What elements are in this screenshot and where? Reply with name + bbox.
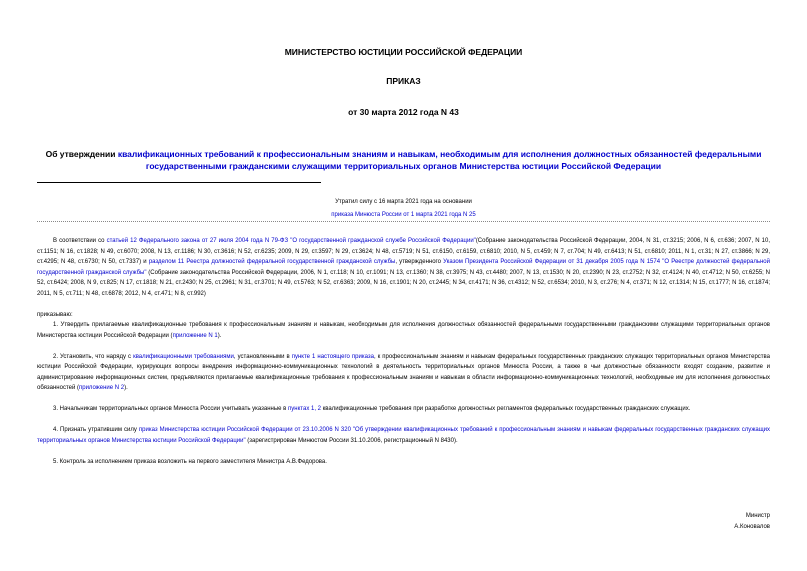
item-1-end: ). (217, 332, 222, 339)
preamble-text-4: (Собрание законодательства Российской Федерации, 2006, N 1, ст.118; N 10, ст.1091; N 13, ст.1360; N 38, ст.3975; N 43, ст.4480; 2007, N 13, ст.1530; N 20, ст.2390; N 23, ст.2752; N 32, ст.4124; N 40, ст.4712; N 50, ст.6255; N 52, ст.6424; 2008, N 9, ст.825; N 17, ст.1818; N 21, ст.2430; N 25, ст.2961; N 31, ст.3701; N 49, ст.5763; N 52, ст.6363; 2009, N 16, ст.1901; N 20, ст.2445; N 34, ст.4171; N 36, ст.4312; N 52, ст.6534; 2010, N 3, ст.276; N 4, ст.371; N 12, ст.1314; N 15, ст.1777; N 16, ст.1874; 2011, N 5, ст.711; N 48, ст.6878; 2012, N 4, ст.471; N 8, ст.992) (37, 269, 770, 297)
preamble-text-1: В соответствии со (53, 238, 107, 244)
item-5: 5. Контроль за исполнением приказа возложить на первого заместителя Министра А.В.Федорова. (53, 458, 327, 465)
order-word: приказываю: (37, 311, 73, 318)
item-2 (37, 352, 770, 394)
preamble-paragraph (37, 236, 770, 299)
document-type-heading: ПРИКАЗ (386, 76, 421, 86)
item-2-end: ). (124, 385, 128, 391)
item-2-text-1: 2. Установить, что наряду с (53, 353, 134, 360)
item-3-text-1: 3. Начальникам территориальных органов Минюста России учитывать указанные в (53, 406, 289, 412)
lost-force-text: Утратил силу с 16 марта 2021 года на основании (335, 199, 472, 205)
title-link[interactable]: квалификационных требований к профессиональным знаниям и навыкам, необходимым для исполнения должностных обязанностей федеральными государственными гражданскими служащими территориальных органов Министерства юстиции Российской Федерации (117, 149, 762, 171)
item-1 (37, 320, 770, 341)
registry-section-link[interactable]: разделом 11 Реестра должностей федеральной государственной гражданской службы (148, 259, 396, 265)
qualification-requirements-link[interactable]: квалификационными требованиями (133, 353, 234, 360)
lost-force-link[interactable]: приказа Минюста России от 1 марта 2021 года N 25 (331, 212, 476, 218)
item-3 (37, 404, 770, 415)
clauses-1-2-link[interactable]: пунктах 1, 2 (288, 406, 321, 412)
appendix-1-link[interactable]: приложение N 1 (172, 332, 218, 339)
title-divider (37, 182, 321, 183)
preamble-text-3: , утвержденного (395, 259, 444, 265)
item-4-text-1: 4. Признать утратившим силу (53, 427, 139, 433)
item-3-text-2: квалификационные требования при разработке должностных регламентов федеральных государственных гражданских служащих. (321, 406, 691, 412)
appendix-2-link[interactable]: приложение N 2 (78, 385, 125, 391)
document-date-heading: от 30 марта 2012 года N 43 (348, 107, 459, 117)
document-title (37, 148, 770, 172)
document-body (37, 236, 770, 467)
ministry-heading: МИНИСТЕРСТВО ЮСТИЦИИ РОССИЙСКОЙ ФЕДЕРАЦИИ (284, 47, 523, 57)
clause-1-link[interactable]: пункте 1 настоящего приказа (291, 353, 374, 360)
law-article-link[interactable]: статьей 12 Федерального закона от 27 июля 2004 года N 79-ФЗ "О государственной гражданской службе Российской Федерации" (106, 238, 476, 244)
item-2-text-2: , установленными в (233, 353, 292, 360)
revoked-order-link[interactable]: приказ Министерства юстиции Российской Федерации от 23.10.2006 N 320 "Об утверждении квалификационных требований к профессиональным знаниям и навыкам федеральных государственных гражданских служащих территориальных органов Министерства юстиции Российской Федерации" (37, 427, 770, 444)
item-4 (37, 425, 770, 446)
note-divider (37, 221, 770, 222)
presidential-decree-link[interactable]: Указом Президента Российской Федерации от 31 декабря 2005 года N 1574 "О Реестре должностей федеральной государственной гражданской службы" (37, 259, 770, 276)
signature-block (734, 511, 770, 532)
item-1-text: 1. Утвердить прилагаемые квалификационные требования к профессиональным знаниям и навыкам, необходимым для исполнения должностных обязанностей федеральными государственными гражданскими служащими территориальных органов Министерства юстиции Российской Федерации ( (37, 322, 770, 339)
lost-force-note (37, 196, 770, 222)
signatory-name: А.Коновалов (734, 523, 770, 530)
signatory-position: Министр (745, 513, 770, 519)
item-4-text-2: (зарегистрирован Минюстом России 31.10.2006, регистрационный N 8430). (245, 437, 458, 444)
preamble-text-2: (Собрание законодательства Российской Федерации, 2004, N 31, ст.3215; 2006, N 6, ст.636; 2007, N 10, ст.1151; N 16, ст.1828; N 49, ст.6070; 2008, N 13, ст.1186; N 30, ст.3616; N 52, ст.6235; 2009, N 29, ст.3597; N 29, ст.3624; N 48, ст.5719; N 51, ст.6150, ст.6159, ст.6810; 2010, N 5, ст.459; N 7, ст.704; N 49, ст.6413; N 51, ст.6810; 2011, N 1, ст.31; N 27, ст.3866; N 29, ст.4295; N 48, ст.6730; N 50, ст.7337) и (37, 238, 771, 265)
title-prefix: Об утверждении (45, 149, 118, 159)
item-2-text-3: , к профессиональным знаниям и навыкам федеральных государственных гражданских служащих территориальных органов Министерства юстиции Российской Федерации, курирующих вопросы внедрения информационно-коммуникационных технологий в деятельность территориальных органов Минюста России, а также в чьи должностные обязанности входят создание, развитие и администрирование информационных систем, предъявляются прилагаемые квалификационные требования к профессиональным знаниям и навыкам в области информационно-коммуникационных технологий, необходимые им для исполнения должностных обязанностей ( (37, 353, 770, 391)
